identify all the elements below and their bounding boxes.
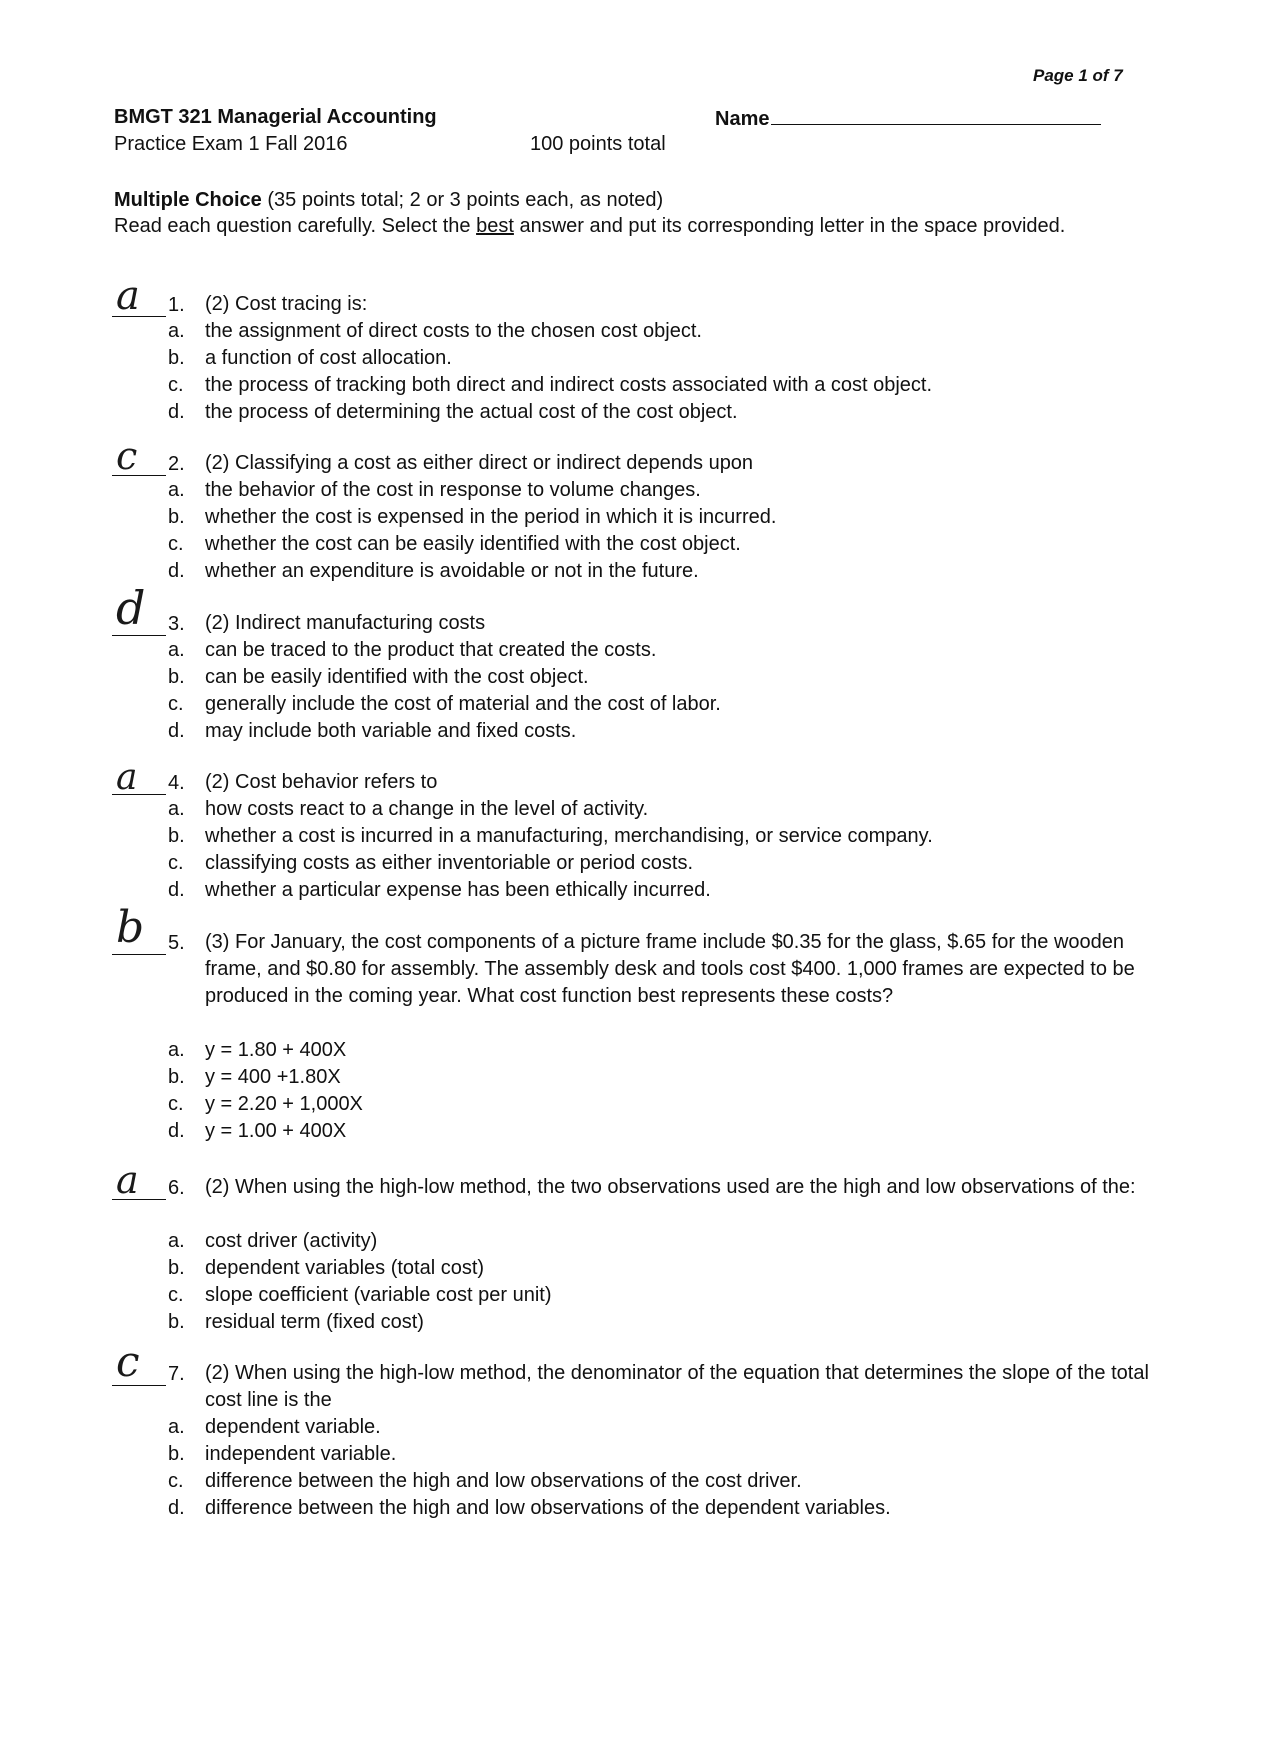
option-text: whether the cost is expensed in the period in which it is incurred. xyxy=(205,506,777,528)
handwritten-answer-4: a xyxy=(116,757,138,798)
question-number: 7. xyxy=(168,1363,185,1385)
option-letter: b. xyxy=(168,1257,185,1279)
question-number: 5. xyxy=(168,932,185,954)
emphasis-best: best xyxy=(476,215,514,237)
option-letter: a. xyxy=(168,1230,185,1252)
option-text: y = 2.20 + 1,000X xyxy=(205,1093,363,1115)
option-letter: b. xyxy=(168,1311,185,1333)
handwritten-answer-5: b xyxy=(116,902,145,953)
option-text: how costs react to a change in the level of activity. xyxy=(205,798,649,820)
option-text: cost driver (activity) xyxy=(205,1230,378,1252)
handwritten-answer-3: d xyxy=(116,581,146,635)
section-heading xyxy=(114,187,663,213)
option-letter: a. xyxy=(168,798,185,820)
option-text: the process of tracking both direct and indirect costs associated with a cost object. xyxy=(205,374,933,396)
page-number: Page 1 of 7 xyxy=(1033,66,1123,85)
question-number: 6. xyxy=(168,1177,185,1199)
question-number: 4. xyxy=(168,772,185,794)
option-letter: a. xyxy=(168,320,185,342)
option-text: slope coefficient (variable cost per unit) xyxy=(205,1284,552,1306)
name-blank-line[interactable] xyxy=(771,104,1101,125)
course-title: BMGT 321 Managerial Accounting xyxy=(114,106,437,128)
answer-blank-3[interactable] xyxy=(112,635,166,636)
option-text: whether the cost can be easily identified with the cost object. xyxy=(205,533,741,555)
option-text: y = 1.00 + 400X xyxy=(205,1120,347,1142)
option-letter: d. xyxy=(168,879,185,901)
option-letter: d. xyxy=(168,720,185,742)
option-letter: d. xyxy=(168,560,185,582)
option-letter: c. xyxy=(168,1284,184,1306)
name-field[interactable] xyxy=(715,104,1101,132)
option-text: independent variable. xyxy=(205,1443,397,1465)
option-text: dependent variables (total cost) xyxy=(205,1257,485,1279)
option-text: y = 1.80 + 400X xyxy=(205,1039,347,1061)
option-letter: c. xyxy=(168,693,184,715)
option-letter: b. xyxy=(168,825,185,847)
option-letter: a. xyxy=(168,479,185,501)
option-letter: b. xyxy=(168,506,185,528)
option-letter: d. xyxy=(168,401,185,423)
option-text: generally include the cost of material and the cost of labor. xyxy=(205,693,721,715)
option-text: can be traced to the product that created the costs. xyxy=(205,639,657,661)
question-stem: (2) Classifying a cost as either direct or indirect depends upon xyxy=(205,452,754,474)
option-letter: c. xyxy=(168,533,184,555)
option-letter: c. xyxy=(168,1093,184,1115)
option-text: the process of determining the actual cost of the cost object. xyxy=(205,401,738,423)
option-letter: d. xyxy=(168,1120,185,1142)
name-label: Name xyxy=(715,108,770,130)
handwritten-answer-1: a xyxy=(116,273,140,319)
option-text: difference between the high and low observations of the cost driver. xyxy=(205,1470,802,1492)
answer-blank-5[interactable] xyxy=(112,954,166,955)
question-stem: (2) Cost behavior refers to xyxy=(205,771,438,793)
option-text: whether a particular expense has been ethically incurred. xyxy=(205,879,711,901)
handwritten-answer-2: c xyxy=(116,434,138,478)
option-letter: d. xyxy=(168,1497,185,1519)
option-letter: b. xyxy=(168,1066,185,1088)
exam-title: Practice Exam 1 Fall 2016 xyxy=(114,133,348,155)
question-number: 3. xyxy=(168,613,185,635)
option-letter: c. xyxy=(168,374,184,396)
handwritten-answer-6: a xyxy=(116,1158,139,1202)
option-text: whether a cost is incurred in a manufacturing, merchandising, or service company. xyxy=(205,825,933,847)
option-text: the assignment of direct costs to the chosen cost object. xyxy=(205,320,702,342)
question-stem: (2) When using the high-low method, the two observations used are the high and low observations of the: xyxy=(205,1176,1136,1198)
question-number: 1. xyxy=(168,294,185,316)
option-letter: b. xyxy=(168,666,185,688)
option-text: y = 400 +1.80X xyxy=(205,1066,341,1088)
question-stem: (2) Cost tracing is: xyxy=(205,293,368,315)
option-text: dependent variable. xyxy=(205,1416,381,1438)
instructions: Read each question carefully. Select the best answer and put its corresponding letter in the space provided. xyxy=(114,215,1066,237)
option-text: may include both variable and fixed costs. xyxy=(205,720,577,742)
option-text: residual term (fixed cost) xyxy=(205,1311,424,1333)
option-letter: c. xyxy=(168,852,184,874)
question-stem: (2) Indirect manufacturing costs xyxy=(205,612,486,634)
question-number: 2. xyxy=(168,453,185,475)
section-points: (35 points total; 2 or 3 points each, as noted) xyxy=(267,189,664,211)
option-letter: b. xyxy=(168,1443,185,1465)
question-stem: (2) When using the high-low method, the denominator of the equation that determines the slope of the total cost line is the xyxy=(205,1362,1149,1411)
option-text: classifying costs as either inventoriable or period costs. xyxy=(205,852,694,874)
option-text: difference between the high and low observations of the dependent variables. xyxy=(205,1497,891,1519)
question-stem: (3) For January, the cost components of a picture frame include $0.35 for the glass, $.65 for the wooden frame, and $0.80 for assembly. The assembly desk and tools cost $400. 1,000 frames are expected to be produced in the coming year. What cost function best represents these costs? xyxy=(205,931,1135,1007)
section-title: Multiple Choice xyxy=(114,189,262,211)
option-text: can be easily identified with the cost object. xyxy=(205,666,589,688)
option-text: the behavior of the cost in response to volume changes. xyxy=(205,479,701,501)
handwritten-answer-7: c xyxy=(116,1337,140,1386)
points-total: 100 points total xyxy=(530,133,666,155)
option-letter: a. xyxy=(168,1416,185,1438)
option-text: a function of cost allocation. xyxy=(205,347,452,369)
option-letter: a. xyxy=(168,639,185,661)
option-letter: c. xyxy=(168,1470,184,1492)
option-letter: a. xyxy=(168,1039,185,1061)
option-letter: b. xyxy=(168,347,185,369)
option-text: whether an expenditure is avoidable or not in the future. xyxy=(205,560,699,582)
